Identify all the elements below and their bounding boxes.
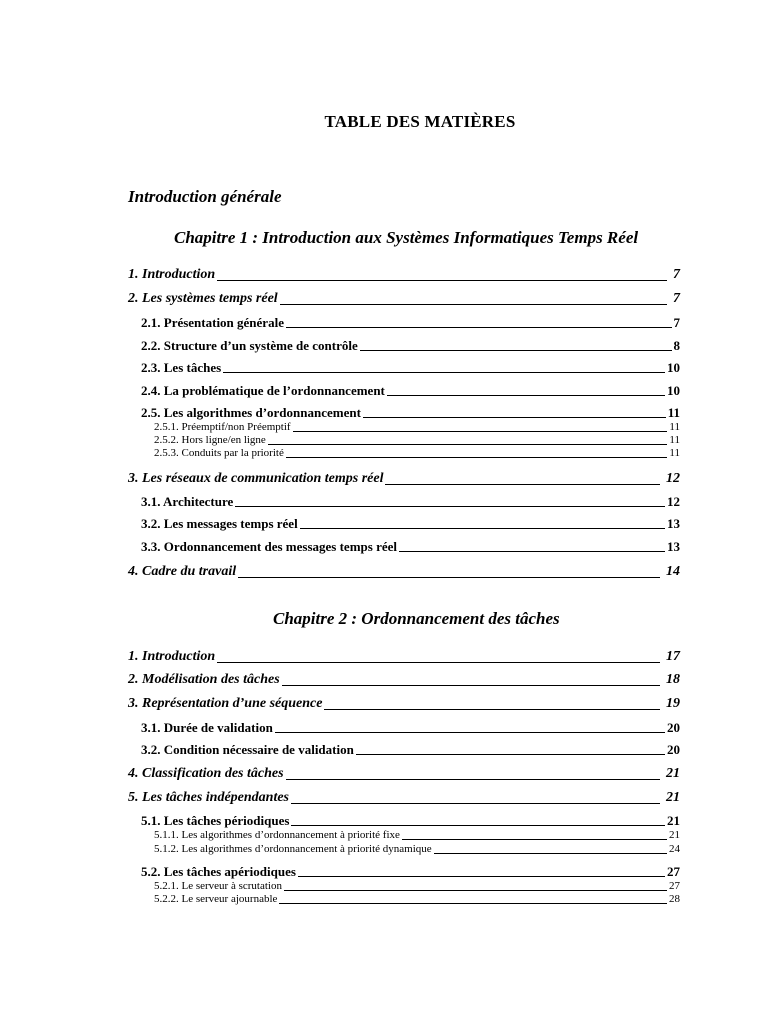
toc-entry[interactable] [141, 406, 680, 419]
toc-leader [387, 395, 665, 396]
toc-entry[interactable] [141, 316, 680, 329]
toc-entry-page: 13 [667, 516, 680, 531]
toc-entry[interactable] [128, 565, 680, 579]
toc-entry[interactable] [128, 767, 680, 781]
toc-entry[interactable] [128, 673, 680, 687]
toc-entry-label: 2. Les systèmes temps réel [128, 291, 278, 306]
chapter-1-title: Chapitre 1 : Introduction aux Systèmes Informatiques Temps Réel [174, 228, 639, 247]
toc-entry[interactable] [141, 339, 680, 352]
toc-leader [223, 372, 665, 373]
toc-entry[interactable] [154, 448, 680, 459]
toc-entry-label: 2.3. Les tâches [141, 360, 222, 375]
toc-entry-label: 1. Introduction [128, 649, 216, 664]
toc-entry-page: 20 [667, 720, 680, 735]
toc-leader [217, 280, 667, 281]
toc-entry[interactable] [141, 865, 680, 878]
toc-entry-label: 3.2. Les messages temps réel [141, 516, 298, 531]
toc-entry[interactable] [141, 721, 680, 734]
toc-entry-page: 21 [666, 790, 680, 805]
toc-leader [284, 890, 667, 891]
toc-entry-page: 21 [669, 829, 680, 841]
toc-entry-page: 21 [667, 813, 680, 828]
toc-entry-page: 13 [667, 539, 680, 554]
toc-entry-page: 11 [669, 434, 680, 446]
toc-entry-label: 5.2.1. Le serveur à scrutation [154, 880, 282, 892]
toc-leader [293, 431, 668, 432]
toc-entry[interactable] [141, 384, 680, 397]
toc-leader [217, 662, 660, 663]
toc-leader [282, 685, 660, 686]
toc-entry-page: 11 [667, 405, 680, 420]
toc-entry[interactable] [128, 697, 680, 711]
toc-entry-page: 17 [666, 649, 680, 664]
toc-entry-page: 28 [669, 893, 680, 905]
toc-entry-label: 3.2. Condition nécessaire de validation [141, 742, 354, 757]
toc-entry-label: 3.1. Architecture [141, 494, 234, 509]
toc-leader [286, 457, 668, 458]
toc-entry-label: 2.5.1. Préemptif/non Préemptif [154, 421, 291, 433]
toc-entry-page: 18 [666, 672, 680, 687]
toc-leader [268, 444, 668, 445]
toc-entry-page: 10 [667, 360, 680, 375]
toc-entry[interactable] [154, 435, 680, 446]
intro-generale-heading: Introduction générale [128, 187, 282, 206]
toc-entry-page: 21 [666, 766, 680, 781]
toc-entry-page: 7 [673, 267, 680, 282]
toc-leader [291, 803, 660, 804]
toc-entry-label: 2.4. La problématique de l’ordonnancement [141, 383, 385, 398]
toc-entry-page: 19 [666, 696, 680, 711]
toc-entry-page: 24 [669, 843, 680, 855]
toc-entry[interactable] [141, 517, 680, 530]
toc-leader [235, 506, 665, 507]
toc-entry-page: 27 [667, 864, 680, 879]
toc-entry-page: 12 [667, 494, 680, 509]
toc-entry[interactable] [154, 830, 680, 841]
toc-entry[interactable] [141, 743, 680, 756]
toc-entry-label: 5.1.2. Les algorithmes d’ordonnancement à priorité dynamique [154, 843, 432, 855]
toc-entry-page: 10 [667, 383, 680, 398]
toc-entry-label: 2.1. Présentation générale [141, 315, 284, 330]
toc-entry[interactable] [154, 881, 680, 892]
toc-entry-page: 20 [667, 742, 680, 757]
toc-entry[interactable] [154, 844, 680, 855]
toc-entry-label: 2.5.3. Conduits par la priorité [154, 447, 284, 459]
toc-entry[interactable] [141, 814, 680, 827]
toc-entry[interactable] [128, 791, 680, 805]
toc-entry-page: 12 [666, 471, 680, 486]
toc-entry-page: 8 [673, 338, 680, 353]
toc-entry[interactable] [128, 472, 680, 486]
toc-entry-label: 2.5. Les algorithmes d’ordonnancement [141, 405, 361, 420]
toc-leader [434, 853, 667, 854]
chapter-2-title: Chapitre 2 : Ordonnancement des tâches [273, 609, 560, 628]
toc-entry[interactable] [128, 650, 680, 664]
toc-entry-label: 5.1.1. Les algorithmes d’ordonnancement à priorité fixe [154, 829, 400, 841]
toc-entry[interactable] [154, 422, 680, 433]
toc-entry[interactable] [154, 894, 680, 905]
toc-entry[interactable] [141, 540, 680, 553]
toc-leader [238, 577, 660, 578]
toc-entry-label: 2.2. Structure d’un système de contrôle [141, 338, 358, 353]
toc-leader [356, 754, 665, 755]
toc-leader [360, 350, 672, 351]
toc-leader [286, 327, 672, 328]
toc-entry-label: 5.2.2. Le serveur ajournable [154, 893, 278, 905]
toc-leader [279, 903, 667, 904]
toc-entry-page: 7 [673, 315, 680, 330]
toc-leader [298, 876, 665, 877]
toc-entry-label: 3.3. Ordonnancement des messages temps réel [141, 539, 397, 554]
toc-title: TABLE DES MATIÈRES [324, 112, 516, 131]
toc-entry-page: 11 [669, 421, 680, 433]
toc-leader [385, 484, 660, 485]
toc-leader [300, 528, 665, 529]
toc-entry-label: 4. Cadre du travail [128, 564, 237, 579]
toc-entry-page: 27 [669, 880, 680, 892]
toc-entry-label: 3. Les réseaux de communication temps réel [128, 471, 384, 486]
toc-entry-label: 2.5.2. Hors ligne/en ligne [154, 434, 266, 446]
toc-entry-page: 11 [669, 447, 680, 459]
toc-entry[interactable] [141, 361, 680, 374]
toc-entry-label: 3. Représentation d’une séquence [128, 696, 323, 711]
toc-entry-label: 1. Introduction [128, 267, 216, 282]
toc-entry-label: 5. Les tâches indépendantes [128, 790, 289, 805]
toc-entry-label: 4. Classification des tâches [128, 766, 284, 781]
toc-entry-page: 14 [666, 564, 680, 579]
toc-leader [291, 825, 665, 826]
toc-entry-label: 3.1. Durée de validation [141, 720, 273, 735]
toc-leader [280, 304, 667, 305]
toc-leader [363, 417, 666, 418]
toc-entry-label: 5.1. Les tâches périodiques [141, 813, 290, 828]
toc-entry-label: 5.2. Les tâches apériodiques [141, 864, 296, 879]
toc-entry[interactable] [128, 292, 680, 306]
toc-leader [399, 551, 665, 552]
toc-leader [402, 839, 667, 840]
toc-leader [275, 732, 665, 733]
toc-entry[interactable] [141, 495, 680, 508]
toc-entry-page: 7 [673, 291, 680, 306]
toc-entry-label: 2. Modélisation des tâches [128, 672, 280, 687]
toc-leader [324, 709, 660, 710]
toc-entry[interactable] [128, 268, 680, 282]
toc-leader [286, 779, 660, 780]
